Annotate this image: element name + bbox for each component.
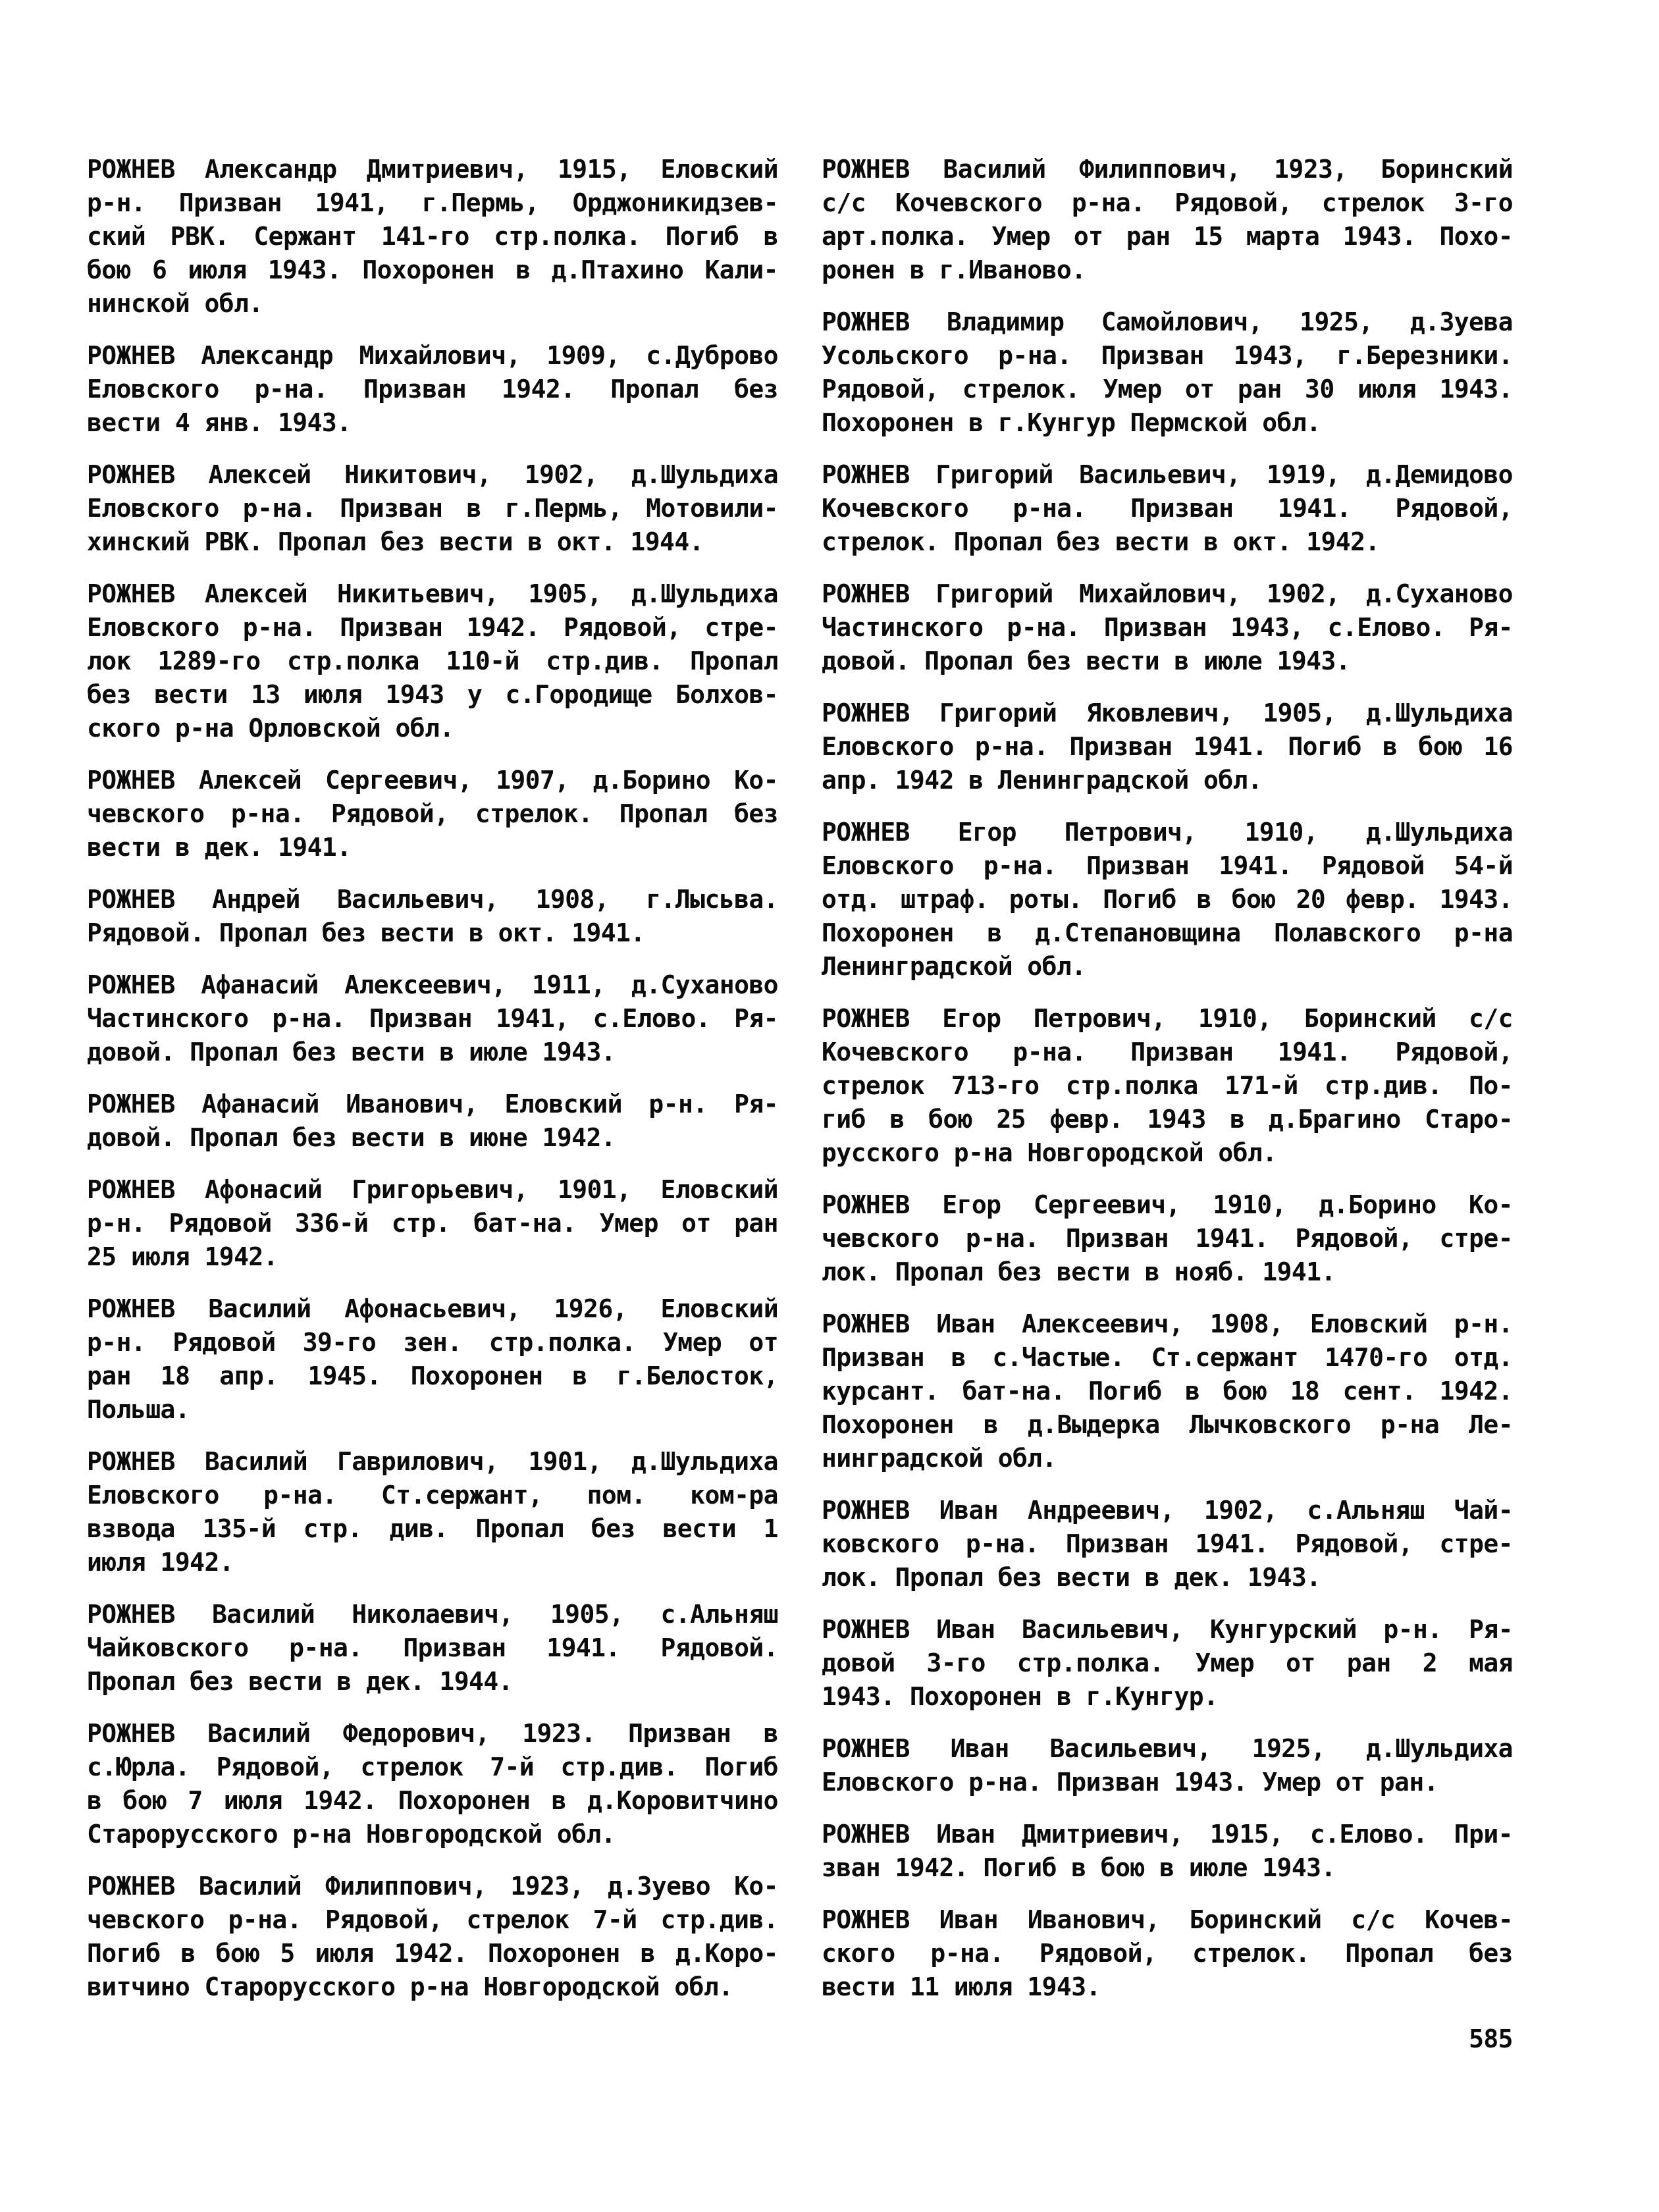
entry-line: РОЖНЕВ Егор Сергеевич, 1910, д.Борино Ко-: [822, 1190, 1513, 1219]
entry-line: Еловского р-на. Призван в г.Пермь, Мотовили-: [87, 494, 778, 523]
entry-line: Еловского р-на. Призван 1941. Рядовой 54-й: [822, 851, 1513, 880]
entry-line: РОЖНЕВ Иван Иванович, Боринский с/с Кочев-: [822, 1905, 1513, 1934]
entry-line: Призван в с.Частые. Ст.сержант 1470-го отд.: [822, 1343, 1513, 1372]
entry-line: стрелок 713-го стр.полка 171-й стр.див. По-: [822, 1071, 1513, 1100]
entry-line: РОЖНЕВ Андрей Васильевич, 1908, г.Лысьва.: [87, 885, 778, 914]
entry-line: Чайковского р-на. Призван 1941. Рядовой.: [87, 1633, 778, 1662]
entry-line: РОЖНЕВ Василий Федорович, 1923. Призван в: [87, 1719, 778, 1748]
entry-line: РОЖНЕВ Василий Афонасьевич, 1926, Еловский: [87, 1294, 778, 1323]
entry-line: витчино Старорусского р-на Новгородской обл.: [87, 1972, 733, 2001]
entry-line: Старорусского р-на Новгородской обл.: [87, 1820, 616, 1849]
entry-line: РОЖНЕВ Василий Филиппович, 1923, д.Зуево Ко-: [87, 1872, 778, 1901]
entry-line: арт.полка. Умер от ран 15 марта 1943. Похо-: [822, 222, 1513, 251]
memorial-entry: [87, 458, 778, 559]
memorial-entry: [822, 1613, 1513, 1714]
entry-line: РОЖНЕВ Василий Филиппович, 1923, Боринский: [822, 155, 1513, 184]
entry-line: РОЖНЕВ Афанасий Алексеевич, 1911, д.Суханово: [87, 970, 778, 999]
entry-line: РОЖНЕВ Иван Васильевич, 1925, д.Шульдиха: [822, 1734, 1513, 1763]
entry-line: РОЖНЕВ Иван Андреевич, 1902, с.Альняш Чай-: [822, 1496, 1513, 1525]
memorial-entry: [822, 1002, 1513, 1170]
memorial-entry: [87, 1598, 778, 1698]
entry-line: с.Юрла. Рядовой, стрелок 7-й стр.див. Погиб: [87, 1752, 778, 1781]
memorial-entry: [87, 1292, 778, 1427]
entry-line: р-н. Рядовой 39-го зен. стр.полка. Умер от: [87, 1328, 778, 1357]
memorial-entry: [87, 968, 778, 1069]
entry-line: ронен в г.Иваново.: [822, 255, 1086, 284]
entry-line: Ленинградской обл.: [822, 952, 1086, 981]
entry-line: в бою 7 июля 1942. Похоронен в д.Коровитчино: [87, 1786, 778, 1815]
entry-line: Кочевского р-на. Призван 1941. Рядовой,: [822, 494, 1513, 523]
entry-line: р-н. Рядовой 336-й стр. бат-на. Умер от ран: [87, 1209, 778, 1238]
entry-line: Еловского р-на. Ст.сержант, пом. ком-ра: [87, 1481, 778, 1510]
entry-line: 1943. Похоронен в г.Кунгур.: [822, 1682, 1219, 1711]
entry-line: стрелок. Пропал без вести в окт. 1942.: [822, 527, 1380, 556]
entry-line: РОЖНЕВ Григорий Михайлович, 1902, д.Суханово: [822, 579, 1513, 608]
memorial-entry: [87, 1717, 778, 1851]
entry-line: ский РВК. Сержант 141-го стр.полка. Погиб в: [87, 222, 778, 251]
entry-line: РОЖНЕВ Иван Дмитриевич, 1915, с.Елово. При-: [822, 1820, 1513, 1849]
entry-line: РОЖНЕВ Афонасий Григорьевич, 1901, Еловский: [87, 1175, 778, 1204]
memorial-entry: [822, 577, 1513, 678]
entry-line: довой. Пропал без вести в июле 1943.: [87, 1038, 616, 1066]
entry-line: апр. 1942 в Ленинградской обл.: [822, 766, 1263, 795]
memorial-entry: [87, 1173, 778, 1274]
entry-line: довой 3-го стр.полка. Умер от ран 2 мая: [822, 1648, 1513, 1677]
entry-line: Частинского р-на. Призван 1941, с.Елово. Ря-: [87, 1004, 778, 1033]
memorial-entry: [87, 1445, 778, 1579]
page-number: 585: [1469, 2024, 1513, 2053]
entry-line: Похоронен в г.Кунгур Пермской обл.: [822, 408, 1321, 437]
right-column: [822, 153, 1513, 2004]
entry-line: зван 1942. Погиб в бою в июле 1943.: [822, 1853, 1336, 1882]
memorial-entry: [822, 305, 1513, 440]
memorial-entry: [822, 1732, 1513, 1799]
entry-line: нинградской обл.: [822, 1444, 1057, 1473]
entry-line: РОЖНЕВ Владимир Самойлович, 1925, д.Зуева: [822, 307, 1513, 336]
entry-line: курсант. бат-на. Погиб в бою 18 сент. 1942.: [822, 1377, 1513, 1406]
memorial-entry: [822, 1188, 1513, 1289]
entry-line: РОЖНЕВ Григорий Яковлевич, 1905, д.Шульдиха: [822, 698, 1513, 727]
entry-line: лок. Пропал без вести в нояб. 1941.: [822, 1257, 1336, 1286]
entry-line: Похоронен в д.Степановщина Полавского р-на: [822, 918, 1513, 947]
left-column: [87, 153, 778, 2004]
entry-line: бою 6 июля 1943. Похоронен в д.Птахино Кали-: [87, 255, 778, 284]
memorial-entry: [87, 883, 778, 950]
entry-line: Погиб в бою 5 июля 1942. Похоронен в д.Коро-: [87, 1939, 778, 1968]
entry-line: РОЖНЕВ Василий Николаевич, 1905, с.Альняш: [87, 1600, 778, 1629]
memorial-entry: [87, 339, 778, 440]
memorial-entry: [822, 1307, 1513, 1475]
entry-line: РОЖНЕВ Афанасий Иванович, Еловский р-н. Ря-: [87, 1090, 778, 1119]
entry-line: довой. Пропал без вести в июле 1943.: [822, 646, 1351, 675]
entry-line: Польша.: [87, 1395, 190, 1424]
entry-line: гиб в бою 25 февр. 1943 в д.Брагино Старо-: [822, 1105, 1513, 1134]
memorial-entry: [822, 816, 1513, 984]
entry-line: Похоронен в д.Выдерка Лычковского р-на Ле-: [822, 1410, 1513, 1439]
entry-line: ковского р-на. Призван 1941. Рядовой, стре-: [822, 1529, 1513, 1558]
memorial-entry: [87, 577, 778, 745]
entry-line: Еловского р-на. Призван 1942. Пропал без: [87, 375, 778, 404]
memorial-entry: [822, 697, 1513, 797]
entry-line: р-н. Призван 1941, г.Пермь, Орджоникидзев-: [87, 188, 778, 217]
entry-line: июля 1942.: [87, 1548, 234, 1577]
entry-line: Усольского р-на. Призван 1943, г.Березники.: [822, 341, 1513, 370]
entry-line: хинский РВК. Пропал без вести в окт. 1944.: [87, 527, 704, 556]
entry-line: русского р-на Новгородской обл.: [822, 1138, 1277, 1167]
entry-line: чевского р-на. Рядовой, стрелок 7-й стр.див.: [87, 1905, 778, 1934]
entry-line: лок 1289-го стр.полка 110-й стр.див. Пропал: [87, 646, 778, 675]
entry-line: РОЖНЕВ Егор Петрович, 1910, д.Шульдиха: [822, 818, 1513, 847]
entry-line: РОЖНЕВ Иван Алексеевич, 1908, Еловский р-н.: [822, 1309, 1513, 1338]
memorial-entry: [87, 1088, 778, 1155]
entry-line: Пропал без вести в дек. 1944.: [87, 1667, 513, 1696]
entry-line: 25 июля 1942.: [87, 1242, 278, 1271]
entry-line: Кочевского р-на. Призван 1941. Рядовой,: [822, 1038, 1513, 1066]
entry-line: РОЖНЕВ Александр Михайлович, 1909, с.Дуброво: [87, 341, 778, 370]
entry-line: РОЖНЕВ Василий Гаврилович, 1901, д.Шульдиха: [87, 1447, 778, 1476]
memorial-entry: [822, 1818, 1513, 1885]
entry-line: Частинского р-на. Призван 1943, с.Елово. Ря-: [822, 613, 1513, 642]
entry-line: довой. Пропал без вести в июне 1942.: [87, 1123, 616, 1152]
entry-line: чевского р-на. Призван 1941. Рядовой, стре-: [822, 1224, 1513, 1253]
entry-line: Рядовой. Пропал без вести в окт. 1941.: [87, 918, 645, 947]
entry-line: вести 4 янв. 1943.: [87, 408, 352, 437]
entry-line: РОЖНЕВ Алексей Сергеевич, 1907, д.Борино Ко-: [87, 766, 778, 795]
entry-line: ского р-на Орловской обл.: [87, 714, 454, 743]
entry-line: ского р-на. Рядовой, стрелок. Пропал без: [822, 1939, 1513, 1968]
memorial-entry: [87, 1870, 778, 2004]
memorial-entry: [87, 153, 778, 321]
entry-line: Еловского р-на. Призван 1942. Рядовой, стре-: [87, 613, 778, 642]
entry-line: чевского р-на. Рядовой, стрелок. Пропал без: [87, 799, 778, 828]
entry-line: Еловского р-на. Призван 1943. Умер от ран.: [822, 1768, 1438, 1797]
entry-line: вести 11 июля 1943.: [822, 1972, 1101, 2001]
entry-line: с/с Кочевского р-на. Рядовой, стрелок 3-го: [822, 188, 1513, 217]
entry-line: РОЖНЕВ Григорий Васильевич, 1919, д.Демидово: [822, 460, 1513, 489]
entry-line: отд. штраф. роты. Погиб в бою 20 февр. 1943.: [822, 885, 1513, 914]
entry-line: ран 18 апр. 1945. Похоронен в г.Белосток,: [87, 1361, 778, 1390]
entry-line: без вести 13 июля 1943 у с.Городище Болхов-: [87, 680, 778, 709]
entry-line: РОЖНЕВ Иван Васильевич, Кунгурский р-н. Ря-: [822, 1615, 1513, 1644]
entry-line: нинской обл.: [87, 289, 263, 318]
memorial-entry: [822, 153, 1513, 287]
entry-line: взвода 135-й стр. див. Пропал без вести 1: [87, 1514, 778, 1543]
entry-line: РОЖНЕВ Алексей Никитович, 1902, д.Шульдиха: [87, 460, 778, 489]
entry-line: лок. Пропал без вести в дек. 1943.: [822, 1563, 1321, 1592]
entry-line: Рядовой, стрелок. Умер от ран 30 июля 1943.: [822, 375, 1513, 404]
entry-line: РОЖНЕВ Егор Петрович, 1910, Боринский с/с: [822, 1004, 1513, 1033]
entry-line: РОЖНЕВ Александр Дмитриевич, 1915, Еловский: [87, 155, 778, 184]
memorial-entry: [87, 764, 778, 864]
entry-line: вести в дек. 1941.: [87, 833, 352, 862]
memorial-entry: [822, 1494, 1513, 1594]
memorial-entry: [822, 1903, 1513, 2004]
memorial-entry: [822, 458, 1513, 559]
entry-line: РОЖНЕВ Алексей Никитьевич, 1905, д.Шульдиха: [87, 579, 778, 608]
entry-line: Еловского р-на. Призван 1941. Погиб в бою 16: [822, 732, 1513, 761]
